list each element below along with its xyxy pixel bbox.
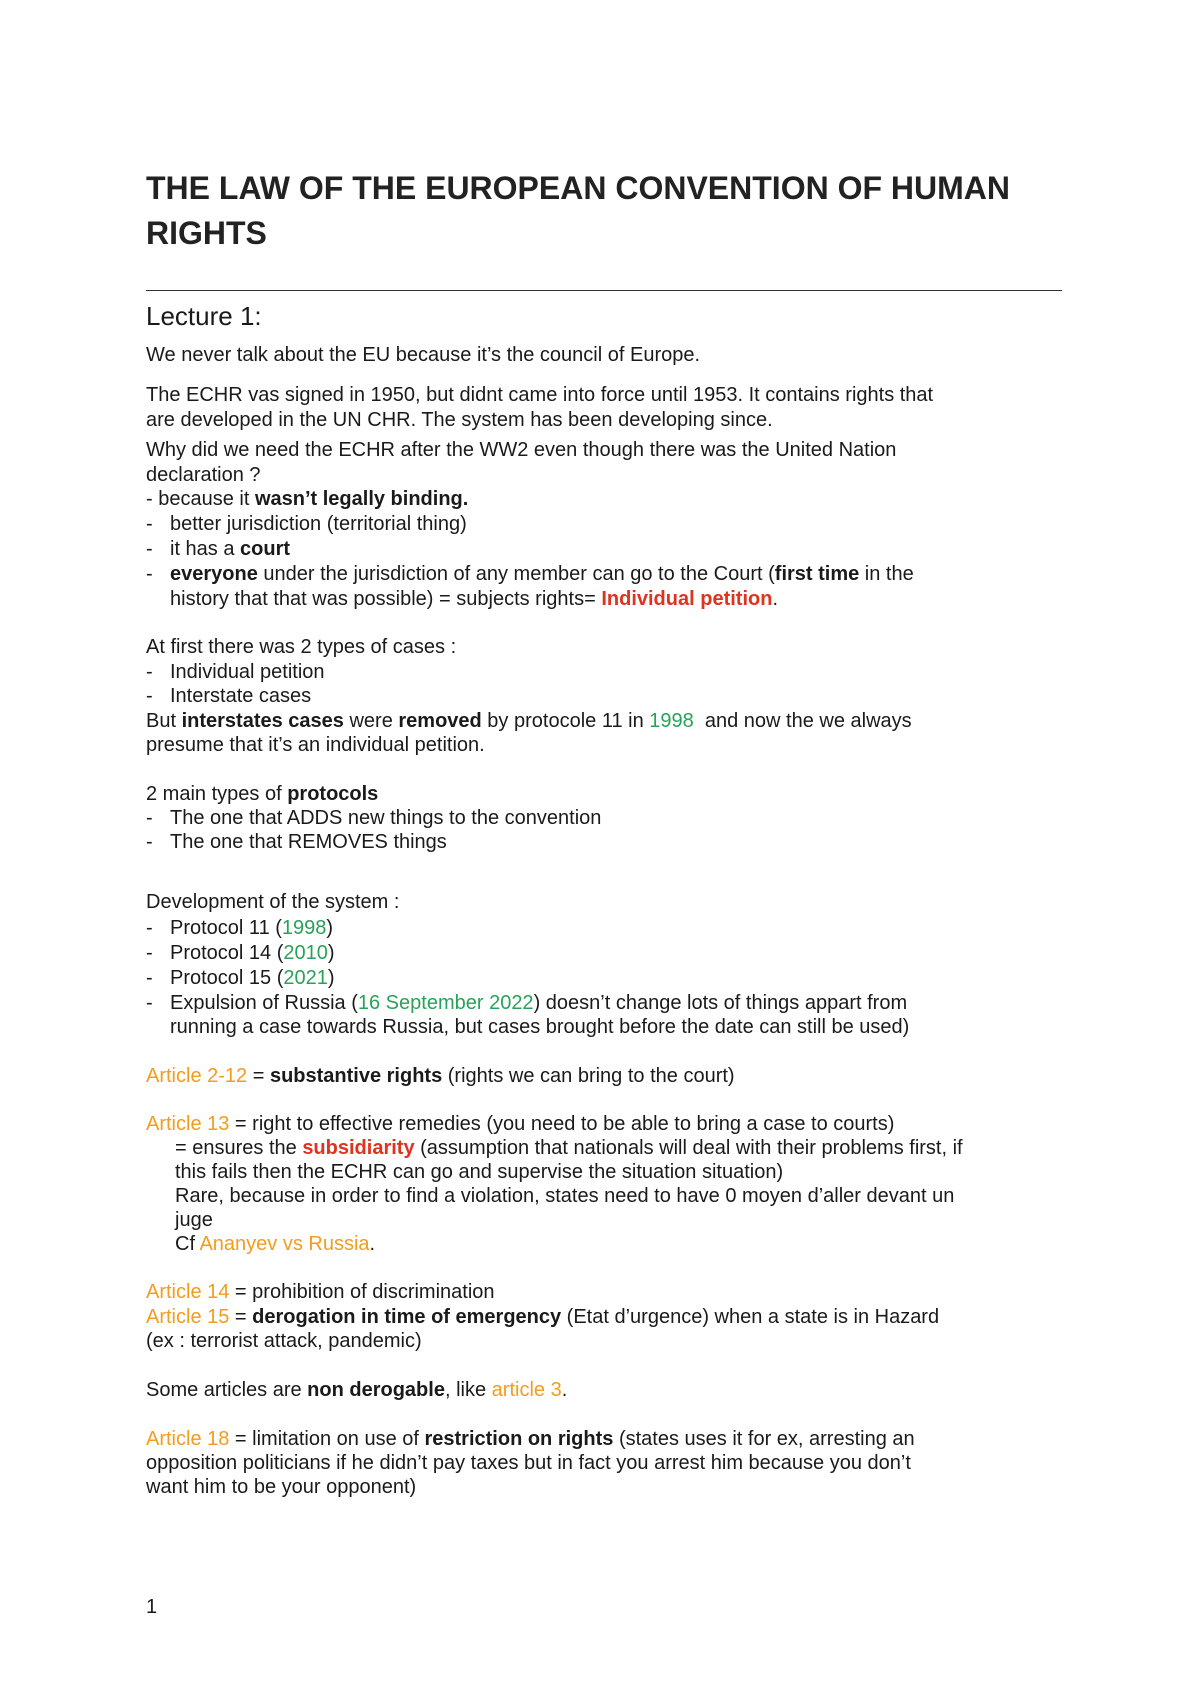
list-item-text: better jurisdiction (territorial thing) [170,513,467,535]
list-item-text: Interstate cases [170,685,312,707]
list-item-text: everyone under the jurisdiction of any member can go to the Court (first time in the [170,563,914,585]
list-item: - [146,942,153,964]
document-title: THE LAW OF THE EUROPEAN CONVENTION OF HUMAN RIGHTS [146,170,1010,251]
indented-text: Rare, because in order to find a violation, states need to have 0 moyen d’aller devant un [175,1185,955,1207]
list-item-text: Protocol 11 (1998) [170,917,334,939]
list-item: - [146,513,153,535]
list-item-text: Protocol 14 (2010) [170,942,335,964]
paragraph: Article 15 = derogation in time of emergency (Etat d’urgence) when a state is in Hazard [146,1306,940,1328]
indented-text: = ensures the subsidiarity (assumption that nationals will deal with their problems first, if [175,1137,963,1159]
paragraph: Article 14 = prohibition of discrimination [146,1281,495,1303]
paragraph: 2 main types of protocols [146,783,379,805]
paragraph: opposition politicians if he didn’t pay taxes but in fact you arrest him because you don’t [146,1452,911,1474]
paragraph: We never talk about the EU because it’s the council of Europe. [146,344,701,366]
lecture-heading: Lecture 1: [146,301,262,331]
list-item-text: history that that was possible) = subjects rights= Individual petition. [170,588,778,610]
paragraph: want him to be your opponent) [146,1476,417,1498]
list-item: - [146,538,153,560]
list-item: - [146,967,153,989]
paragraph: are developed in the UN CHR. The system has been developing since. [146,409,773,431]
paragraph: Article 18 = limitation on use of restriction on rights (states uses it for ex, arresting an [146,1428,915,1450]
paragraph: But interstates cases were removed by protocole 11 in 1998 and now the we always [146,710,912,732]
indented-text: Cf Ananyev vs Russia. [175,1233,376,1255]
list-item: - [146,992,153,1014]
paragraph: Some articles are non derogable, like article 3. [146,1379,568,1401]
list-item: - [146,563,153,585]
list-item: - [146,917,153,939]
list-item-text: The one that ADDS new things to the convention [170,807,602,829]
list-item: - [146,685,153,707]
indented-text: this fails then the ECHR can go and supervise the situation situation) [175,1161,784,1183]
list-item-text: Protocol 15 (2021) [170,967,335,989]
title-divider [146,290,1062,291]
list-item: - [146,661,153,683]
paragraph: - because it wasn’t legally binding. [146,488,469,510]
paragraph: Why did we need the ECHR after the WW2 even though there was the United Nation [146,439,897,461]
paragraph: (ex : terrorist attack, pandemic) [146,1330,422,1352]
list-item-text: Expulsion of Russia (16 September 2022) doesn’t change lots of things appart from [170,992,908,1014]
paragraph: declaration ? [146,464,261,486]
paragraph: Development of the system : [146,891,400,913]
paragraph: Article 2-12 = substantive rights (rights we can bring to the court) [146,1065,735,1087]
paragraph: Article 13 = right to effective remedies (you need to be able to bring a case to courts) [146,1113,895,1135]
list-item-text: it has a court [170,538,291,560]
list-item-text: The one that REMOVES things [170,831,447,853]
list-item: - [146,831,153,853]
list-item: - [146,807,153,829]
paragraph: presume that it’s an individual petition. [146,734,485,756]
indented-text: juge [175,1209,213,1231]
list-item-text: running a case towards Russia, but cases brought before the date can still be used) [170,1016,910,1038]
page-number: 1 [146,1596,158,1618]
paragraph: The ECHR vas signed in 1950, but didnt came into force until 1953. It contains rights that [146,384,934,406]
paragraph: At first there was 2 types of cases : [146,636,457,658]
list-item-text: Individual petition [170,661,325,683]
